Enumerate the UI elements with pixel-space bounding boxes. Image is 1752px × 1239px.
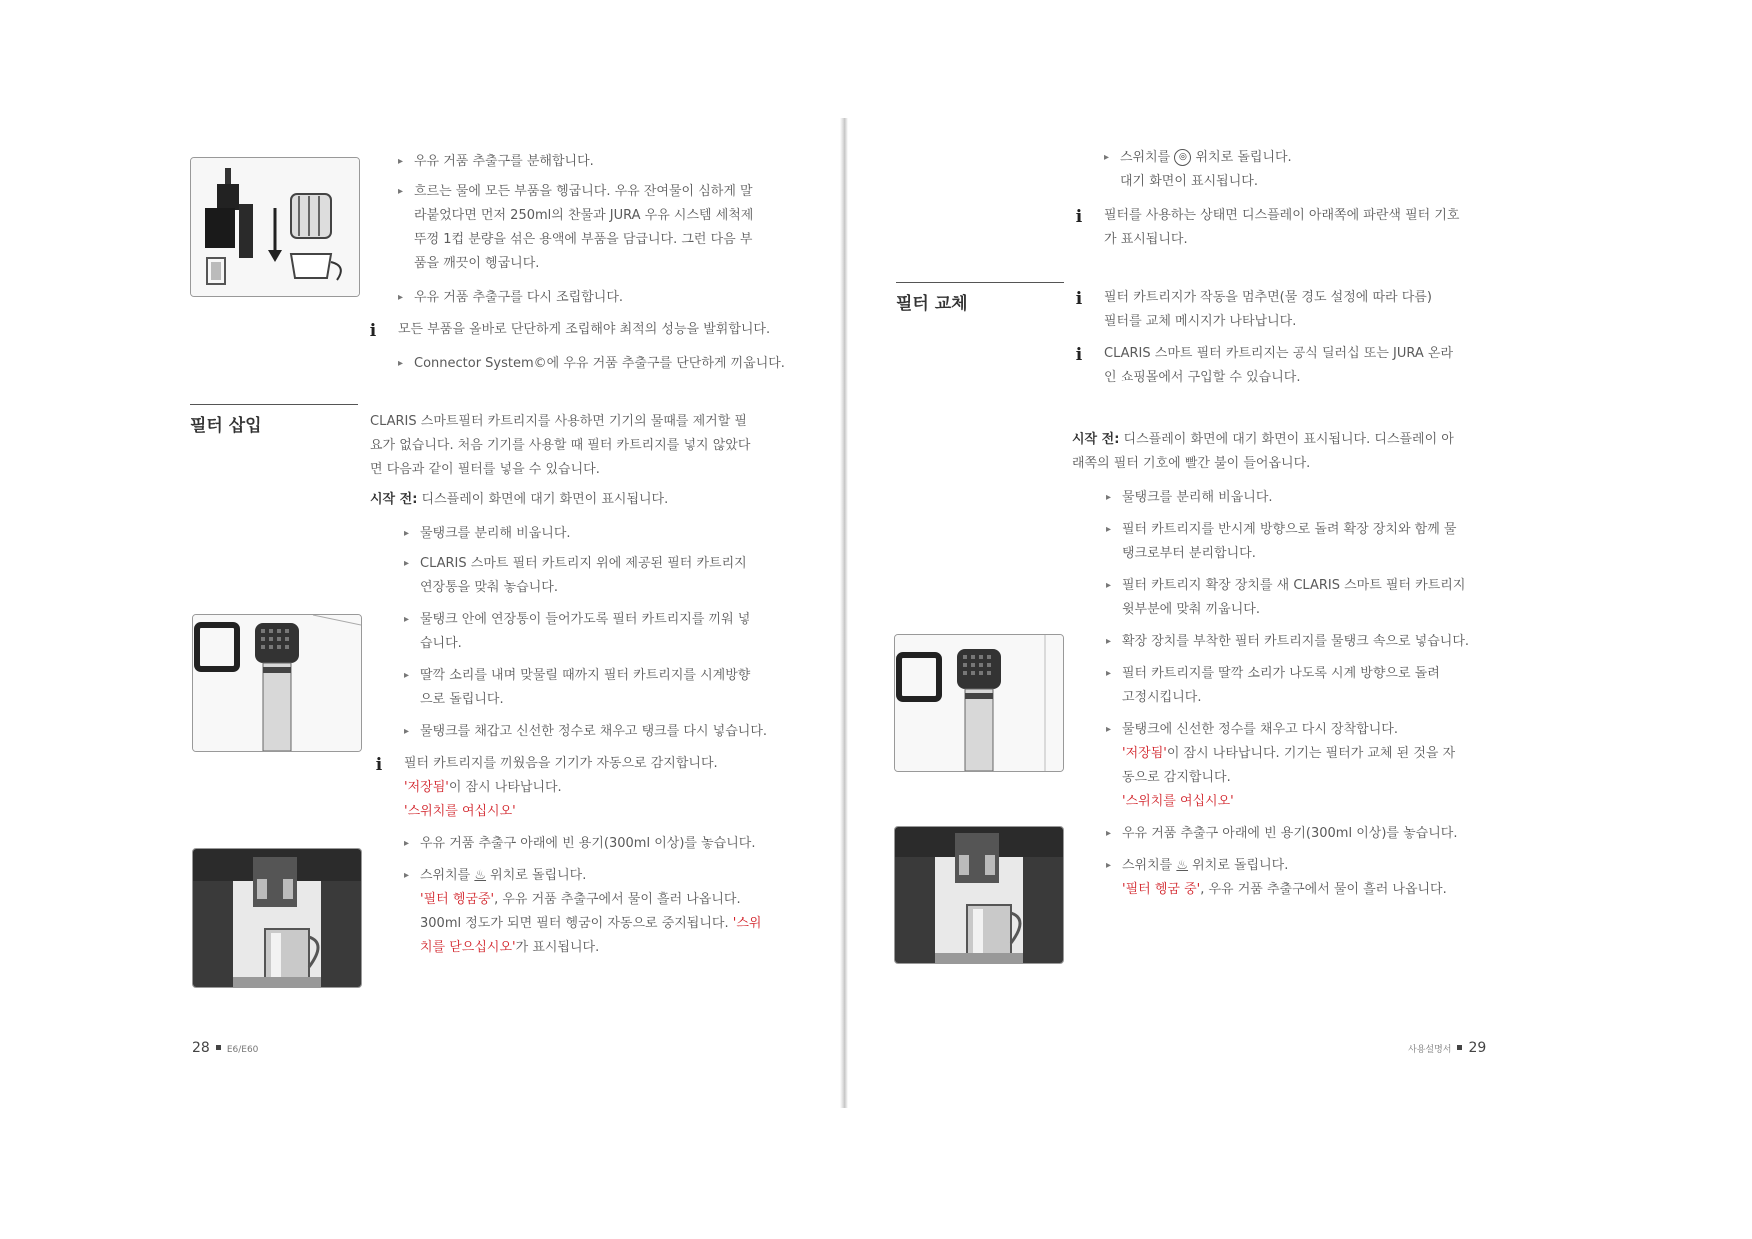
rinse-symbol-icon: ♨ <box>474 868 487 883</box>
rinse-symbol-icon: ♨ <box>1176 858 1189 873</box>
intro-line-3: 면 다음과 같이 필터를 넣을 수 있습니다. <box>370 462 600 477</box>
change-step-3-line-1: 필터 카트리지 확장 장치를 새 CLARIS 스마트 필터 카트리지 <box>1122 578 1466 593</box>
change-precondition: 시작 전: 디스플레이 화면에 대기 화면이 표시됩니다. 디스플레이 아 래쪽의 필터 기호에 빨간 불이 들어옵니다. <box>1072 432 1454 471</box>
insert-step-4-line-1: 딸깍 소리를 내며 맞물릴 때까지 필터 카트리지를 시계방향 <box>420 668 751 683</box>
insert-step-4-line-2: 으로 돌립니다. <box>420 692 504 707</box>
intro-line-1: CLARIS 스마트필터 카트리지를 사용하면 기기의 물때를 제거할 필 <box>370 414 747 429</box>
machine-cup-illustration <box>894 826 1064 964</box>
insert-step-5: ▸ 물탱크를 채갑고 신선한 정수로 채우고 탱크를 다시 넣습니다. <box>404 720 830 744</box>
milk-step-2 <box>398 180 814 276</box>
right-page <box>848 0 1752 1239</box>
change-step-4: ▸ 확장 장치를 부착한 필터 카트리지를 물탱크 속으로 넣습니다. <box>1106 630 1532 654</box>
machine-cup-illustration <box>192 848 362 988</box>
open-switch-message: '스위치를 여십시오' <box>1122 794 1234 809</box>
change-step-2 <box>1106 518 1532 566</box>
change-step-3 <box>1106 574 1532 622</box>
insert-step-3 <box>404 608 820 656</box>
page-number: 29 <box>1468 1040 1487 1056</box>
change-info-2-line-1: CLARIS 스마트 필터 카트리지는 공식 딜러십 또는 JURA 온라 <box>1104 346 1454 361</box>
left-page <box>0 0 840 1239</box>
change-step-1: ▸ 물탱크를 분리해 비웁니다. <box>1106 486 1532 510</box>
right-top-info-line-1: 필터를 사용하는 상태면 디스플레이 아래쪽에 파란색 필터 기호 <box>1104 208 1460 223</box>
change-info-1-line-1: 필터 카트리지가 작동을 멈추면(물 경도 설정에 따라 다름) <box>1104 290 1432 305</box>
right-top-step-1: ▸ 스위치를 ◎ 위치로 돌립니다. 대기 화면이 표시됩니다. <box>1104 146 1520 194</box>
change-step-2-line-1: 필터 카트리지를 반시계 방향으로 돌려 확장 장치와 함께 물 <box>1122 522 1457 537</box>
change-step-6: ▸ 물탱크에 신선한 정수를 채우고 다시 장착합니다. '저장됨'이 잠시 나타납니다. 기기는 필터가 교체 된 것을 자 동으로 감지합니다. '스위치를 여십시오' <box>1106 718 1532 814</box>
saved-message: '저장됨' <box>404 780 449 795</box>
insert-step-6: ▸ 우유 거품 추출구 아래에 빈 용기(300ml 이상)를 놓습니다. <box>404 832 830 856</box>
milk-info-note: i 모든 부품을 올바로 단단하게 조립해야 최적의 성능을 발휘합니다. <box>366 318 838 342</box>
change-step-5 <box>1106 662 1532 710</box>
change-info-1 <box>1072 286 1544 334</box>
milk-step-2-line-4: 품을 깨끗이 헹굽니다. <box>414 256 540 271</box>
insert-step-2 <box>404 552 820 600</box>
manual-label: 사용설명서 <box>1408 1045 1452 1055</box>
info-icon: i <box>369 321 377 341</box>
milk-step-2-line-2: 라붙었다면 먼저 250ml의 찬물과 JURA 우유 시스템 세척제 <box>414 208 754 223</box>
change-step-2-line-2: 탱크로부터 분리합니다. <box>1122 546 1256 561</box>
change-info-2 <box>1072 342 1544 390</box>
precondition-label: 시작 전: <box>1072 432 1120 447</box>
milk-step-1: ▸ 우유 거품 추출구를 분해합니다. <box>398 150 814 174</box>
milk-step-3: ▸ 우유 거품 추출구를 다시 조립합니다. <box>398 286 814 310</box>
insert-step-2-line-2: 연장통을 맞춰 놓습니다. <box>420 580 558 595</box>
right-top-info-line-2: 가 표시됩니다. <box>1104 232 1188 247</box>
info-icon: i <box>1075 289 1083 309</box>
right-top-info <box>1072 204 1544 252</box>
filter-change-title: 필터 교체 <box>896 282 1064 314</box>
insert-step-2-line-1: CLARIS 스마트 필터 카트리지 위에 제공된 필터 카트리지 <box>420 556 747 571</box>
change-step-8: ▸ 스위치를 ♨ 위치로 돌립니다. '필터 헹굼 중', 우유 거품 추출구에서 물이 흘러 나옵니다. <box>1106 854 1532 902</box>
insert-info-note: i 필터 카트리지를 끼웠음을 기기가 자동으로 감지합니다. '저장됨'이 잠시 나타납니다. '스위치를 여십시오' <box>372 752 844 824</box>
milk-spout-illustration <box>190 157 360 297</box>
filter-insert-intro <box>370 410 810 482</box>
water-tank-filter-illustration <box>894 634 1064 772</box>
change-step-7: ▸ 우유 거품 추출구 아래에 빈 용기(300ml 이상)를 놓습니다. <box>1106 822 1532 846</box>
power-symbol-icon: ◎ <box>1174 149 1191 166</box>
intro-line-2: 요가 없습니다. 처음 기기를 사용할 때 필터 카트리지를 넣지 않았다 <box>370 438 751 453</box>
filter-insert-precondition <box>370 488 810 512</box>
close-switch-message: 치를 닫으십시오' <box>420 940 516 955</box>
change-step-5-line-1: 필터 카트리지를 딸깍 소리가 나도록 시계 방향으로 돌려 <box>1122 666 1440 681</box>
insert-step-4 <box>404 664 820 712</box>
change-step-5-line-2: 고정시킵니다. <box>1122 690 1202 705</box>
insert-step-7: ▸ 스위치를 ♨ 위치로 돌립니다. '필터 헹굼중', 우유 거품 추출구에서 물이 흘러 나옵니다. 300ml 정도가 되면 필터 헹굼이 자동으로 중지됩니다. '스위 치를 닫으십시오'가 표시됩니다. <box>404 864 830 960</box>
saved-message: '저장됨' <box>1122 746 1167 761</box>
precondition-label: 시작 전: <box>370 492 418 507</box>
info-icon: i <box>1075 345 1083 365</box>
page-number: 28 <box>192 1040 210 1056</box>
filter-insert-title: 필터 삽입 <box>190 404 358 436</box>
precondition-text: 디스플레이 화면에 대기 화면이 표시됩니다. <box>421 492 669 507</box>
book-spine <box>840 118 848 1108</box>
change-info-1-line-2: 필터를 교체 메시지가 나타납니다. <box>1104 314 1297 329</box>
info-icon: i <box>1075 207 1083 227</box>
change-info-2-line-2: 인 쇼핑몰에서 구입할 수 있습니다. <box>1104 370 1301 385</box>
open-switch-message: '스위치를 여십시오' <box>404 804 516 819</box>
insert-step-3-line-2: 습니다. <box>420 636 462 651</box>
change-step-3-line-2: 윗부분에 맞춰 끼웁니다. <box>1122 602 1260 617</box>
water-tank-filter-illustration <box>192 614 362 752</box>
insert-step-3-line-1: 물탱크 안에 연장통이 들어가도록 필터 카트리지를 끼워 넣 <box>420 612 751 627</box>
filter-rinsing-message: '필터 헹굼중' <box>420 892 495 907</box>
milk-step-2-line-1: 흐르는 물에 모든 부품을 헹굽니다. 우유 잔여물이 심하게 말 <box>414 184 753 199</box>
insert-step-1: ▸ 물탱크를 분리해 비웁니다. <box>404 522 820 546</box>
model-label: E6/E60 <box>226 1045 259 1055</box>
insert-info-line: 필터 카트리지를 끼웠음을 기기가 자동으로 감지합니다. <box>404 756 718 771</box>
right-footer <box>1408 1040 1486 1056</box>
filter-rinsing-message: '필터 헹굼 중' <box>1122 882 1201 897</box>
milk-step-2-line-3: 뚜껑 1컵 분량을 섞은 용액에 부품을 담급니다. 그런 다음 부 <box>414 232 753 247</box>
milk-step-4: ▸ Connector System©에 우유 거품 추출구를 단단하게 끼웁니다. <box>398 352 824 376</box>
left-footer <box>192 1040 258 1056</box>
info-icon: i <box>375 755 383 775</box>
